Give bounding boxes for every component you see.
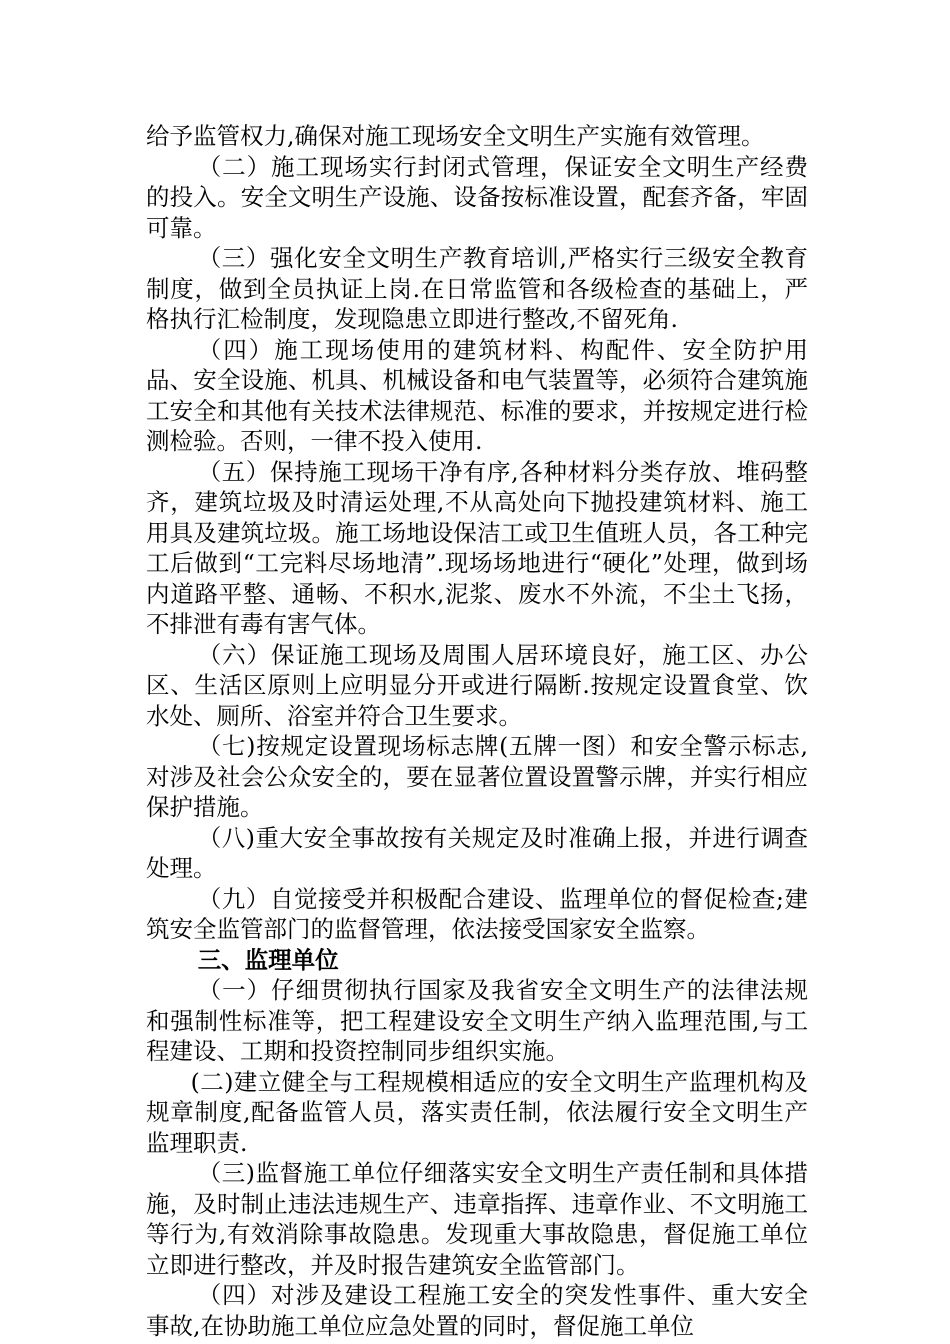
document-body xyxy=(146,121,808,1341)
paragraph-item-9: （九）自觉接受并积极配合建设、监理单位的督促检查;建筑安全监管部门的监督管理，依法接受国家安全监察。 xyxy=(146,884,808,943)
paragraph-supervision-3: （三)监督施工单位仔细落实安全文明生产责任制和具体措施，及时制止违法违规生产、违章指挥、违章作业、不文明施工等行为,有效消除事故隐患。发现重大事故隐患，督促施工单位立即进行整改，并及时报告建筑安全监管部门。 xyxy=(146,1159,808,1279)
paragraph-item-4: （四）施工现场使用的建筑材料、构配件、安全防护用品、安全设施、机具、机械设备和电气装置等，必须符合建筑施工安全和其他有关技术法律规范、标准的要求，并按规定进行检测检验。否则，一律不投入使用. xyxy=(146,335,808,455)
paragraph-item-3: （三）强化安全文明生产教育培训,严格实行三级安全教育制度，做到全员执证上岗.在日常监管和各级检查的基础上，严格执行汇检制度，发现隐患立即进行整改,不留死角. xyxy=(146,244,808,333)
paragraph-supervision-2: (二)建立健全与工程规模相适应的安全文明生产监理机构及规章制度,配备监管人员，落实责任制，依法履行安全文明生产监理职责. xyxy=(146,1067,808,1157)
paragraph-supervision-1: （一）仔细贯彻执行国家及我省安全文明生产的法律法规和强制性标准等，把工程建设安全文明生产纳入监理范围,与工程建设、工期和投资控制同步组织实施。 xyxy=(146,976,808,1065)
paragraph-supervision-4: （四）对涉及建设工程施工安全的突发性事件、重大安全事故,在协助施工单位应急处置的同时，督促施工单位 xyxy=(146,1281,808,1340)
paragraph-item-5: （五）保持施工现场干净有序,各种材料分类存放、堆码整齐，建筑垃圾及时清运处理,不从高处向下抛投建筑材料、施工用具及建筑垃圾。施工场地设保洁工或卫生值班人员，各工种完工后做到“工完料尽场地清”.现场场地进行“硬化”处理，做到场内道路平整、通畅、不积水,泥浆、废水不外流，不尘土飞扬，不排泄有毒有害气体。 xyxy=(146,457,808,638)
paragraph-item-2: （二）施工现场实行封闭式管理，保证安全文明生产经费的投入。安全文明生产设施、设备按标准设置，配套齐备，牢固可靠。 xyxy=(146,152,808,242)
paragraph-item-7: （七)按规定设置现场标志牌(五牌一图）和安全警示标志,对涉及社会公众安全的，要在显著位置设置警示牌，并实行相应保护措施。 xyxy=(146,732,808,821)
paragraph-continuation: 给予监管权力,确保对施工现场安全文明生产实施有效管理。 xyxy=(146,122,765,150)
section-heading-supervision: 三、监理单位 xyxy=(197,945,339,974)
paragraph-item-6: （六）保证施工现场及周围人居环境良好，施工区、办公区、生活区原则上应明显分开或进行隔断.按规定设置食堂、饮水处、厕所、浴室并符合卫生要求。 xyxy=(146,640,808,730)
paragraph-item-8: （八)重大安全事故按有关规定及时准确上报，并进行调查处理。 xyxy=(146,823,808,882)
